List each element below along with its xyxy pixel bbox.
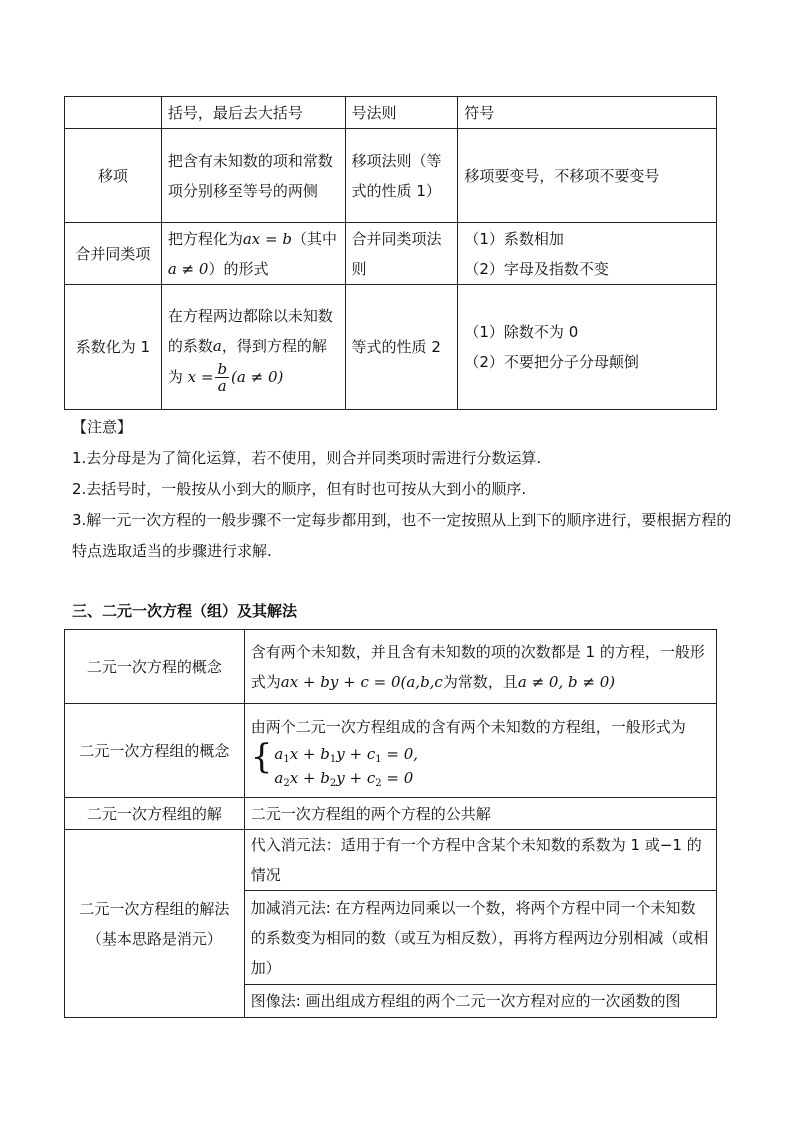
concept-name-cell: 二元一次方程的概念 xyxy=(65,630,245,704)
table-row xyxy=(65,830,717,891)
step-name-cell: 合并同类项 xyxy=(65,223,162,285)
step-operation-cell: 把含有未知数的项和常数项分别移至等号的两侧 xyxy=(161,129,345,223)
step-basis-cell: 等式的性质 2 xyxy=(345,285,458,410)
desc-condition: (a,b,c xyxy=(400,672,443,691)
op-text: 在方程两边都除以未知数的系数 xyxy=(167,306,333,355)
desc-condition: a ≠ 0, b ≠ 0) xyxy=(517,672,616,691)
op-formula-lhs: x = xyxy=(187,367,214,386)
section-title: 三、二元一次方程（组）及其解法 xyxy=(72,602,298,620)
step-note-cell xyxy=(458,223,717,285)
concept-name-cell xyxy=(65,830,245,1018)
step-operation-cell xyxy=(161,285,345,410)
op-text: 把方程化为 xyxy=(167,229,243,248)
note-line: （1）系数相加 xyxy=(464,229,564,248)
note-item: 2.去括号时，一般按从小到大的顺序，但有时也可按从大到小的顺序. xyxy=(72,480,527,498)
note-item: 3.解一元一次方程的一般步骤不一定每步都用到，也不一定按照从上到下的顺序进行，要根据方程的特点选取适当的步骤进行求解. xyxy=(72,511,732,560)
desc-text: 为常数，且 xyxy=(442,672,518,691)
step-name-cell xyxy=(65,97,162,129)
step-note-cell: 符号 xyxy=(458,97,717,129)
notes-block xyxy=(72,412,732,567)
fraction xyxy=(215,361,229,394)
fraction-numerator: b xyxy=(217,359,228,378)
fraction-denominator: a xyxy=(217,376,227,395)
concept-desc-cell xyxy=(244,630,716,704)
op-formula: ax = b xyxy=(242,229,292,248)
step-note-cell xyxy=(458,285,717,410)
table-row xyxy=(65,798,717,830)
equation-lines xyxy=(274,742,418,790)
op-text: （其中 xyxy=(291,229,337,248)
step-basis-cell: 移项法则（等式的性质 1） xyxy=(345,129,458,223)
step-basis-cell: 合并同类项法则 xyxy=(345,223,458,285)
concept-name-cell: 二元一次方程组的概念 xyxy=(65,704,245,798)
table-row xyxy=(65,223,717,285)
op-variable: a xyxy=(212,336,222,355)
step-name-cell: 移项 xyxy=(65,129,162,223)
equation-system xyxy=(250,736,710,790)
step-name-cell: 系数化为 1 xyxy=(65,285,162,410)
desc-formula: ax + by + c = 0 xyxy=(280,672,401,691)
desc-text: 由两个二元一次方程组成的含有两个未知数的方程组，一般形式为 xyxy=(250,717,686,736)
step-operation-cell xyxy=(161,223,345,285)
note-line: （2）字母及指数不变 xyxy=(464,259,609,278)
note-item: 1.去分母是为了简化运算，若不使用，则合并同类项时需进行分数运算. xyxy=(72,449,542,467)
op-condition: (a ≠ 0) xyxy=(231,367,284,386)
table-row xyxy=(65,129,717,223)
table-row xyxy=(65,97,717,129)
equation-line-2: $a_2x + b_2y + c_2 = 0$ xyxy=(274,768,414,789)
note-line: （2）不要把分子分母颠倒 xyxy=(464,353,639,371)
equation-line-1: $a_1x + b_1y + c_1 = 0$, xyxy=(274,744,419,765)
concept-desc-cell: 二元一次方程组的两个方程的公共解 xyxy=(244,798,716,830)
concept-desc-cell xyxy=(244,704,716,798)
table-row xyxy=(65,285,717,410)
notes-heading: 【注意】 xyxy=(72,418,133,436)
op-condition: a ≠ 0 xyxy=(167,259,209,278)
step-operation-cell: 括号，最后去大括号 xyxy=(161,97,345,129)
method-name: 二元一次方程组的解法 xyxy=(79,899,230,918)
method-cell: 图像法: 画出组成方程组的两个二元一次方程对应的一次函数的图 xyxy=(244,985,716,1018)
method-cell: 代入消元法：适用于有一个方程中含某个未知数的系数为 1 或−1 的情况 xyxy=(244,830,716,891)
linear-system-table xyxy=(64,629,717,1018)
step-note-cell: 移项要变号，不移项不要变号 xyxy=(458,129,717,223)
op-text: ，得到方程的解为 xyxy=(167,336,327,386)
note-line: （1）除数不为 0 xyxy=(464,323,579,341)
equation-steps-table xyxy=(64,96,717,410)
concept-name-cell: 二元一次方程组的解 xyxy=(65,798,245,830)
method-hint: （基本思路是消元） xyxy=(86,929,222,948)
desc-text: 含有两个未知数，并且含有未知数的项的次数都是 1 的方程，一般形式为 xyxy=(250,642,705,691)
step-basis-cell: 号法则 xyxy=(345,97,458,129)
table-row xyxy=(65,704,717,798)
table-row xyxy=(65,630,717,704)
brace-symbol: { xyxy=(250,736,273,777)
method-cell: 加减消元法: 在方程两边同乘以一个数，将两个方程中同一个未知数的系数变为相同的数（或互为相反数），再将方程两边分别相减（或相加） xyxy=(244,891,716,985)
op-text: ）的形式 xyxy=(208,259,269,278)
